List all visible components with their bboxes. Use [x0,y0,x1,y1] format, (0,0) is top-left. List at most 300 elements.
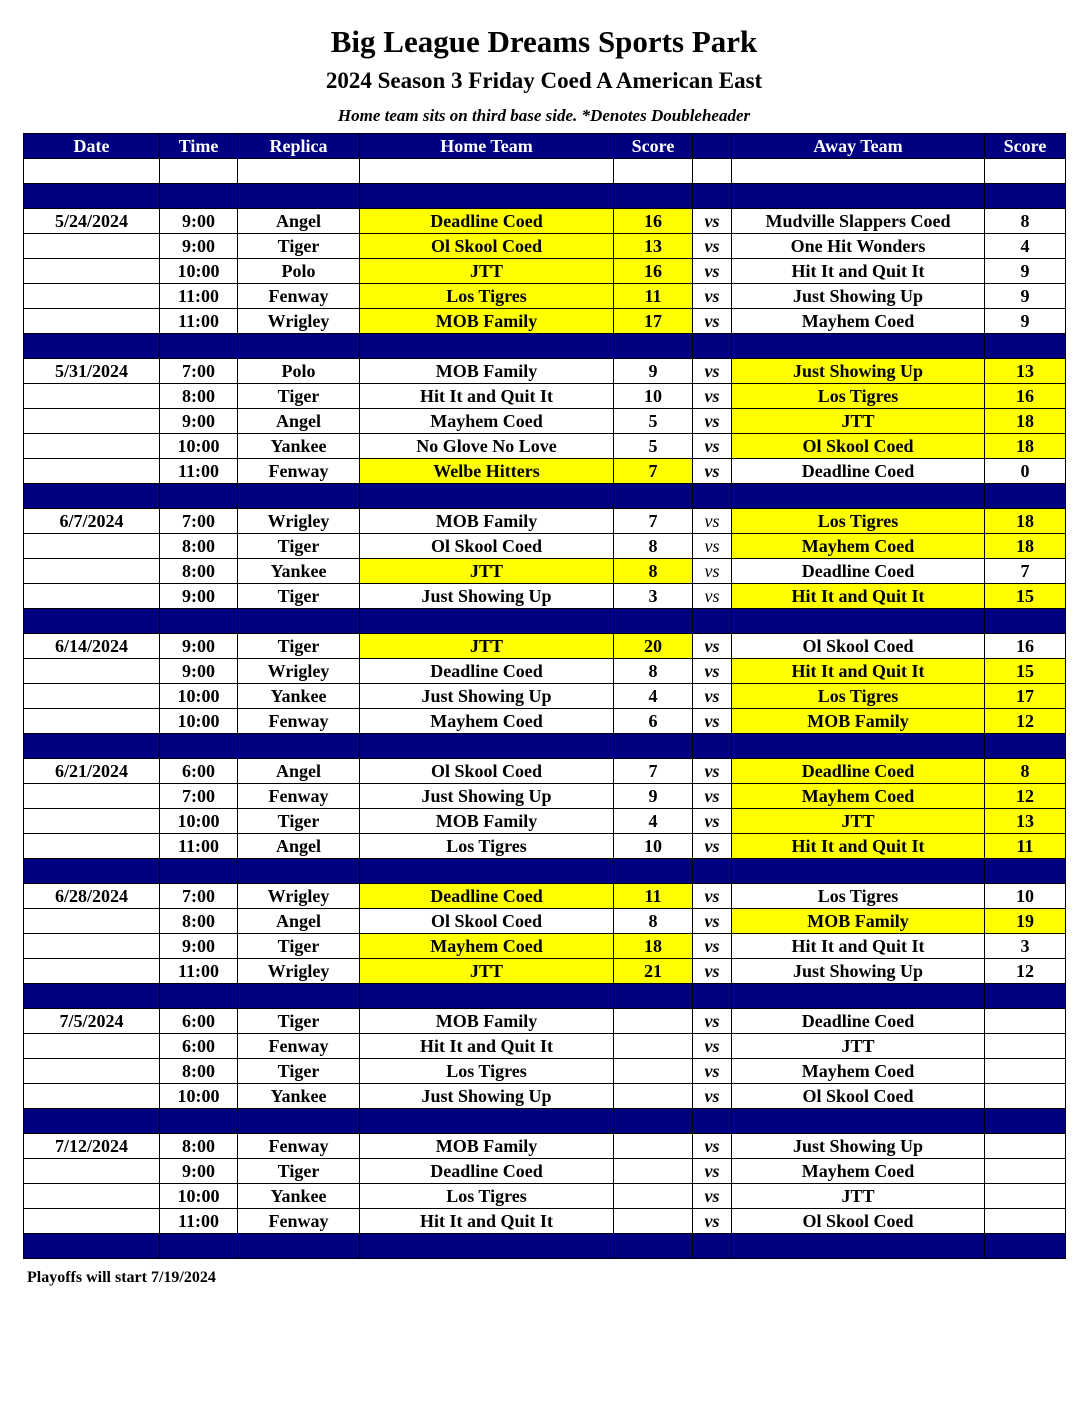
week-separator-cell [985,984,1066,1009]
game-field: Tiger [238,634,360,659]
week-separator-cell [238,984,360,1009]
game-time: 10:00 [160,809,238,834]
week-separator [24,859,1066,884]
game-time: 6:00 [160,759,238,784]
game-date [24,234,160,259]
week-separator [24,1109,1066,1134]
game-time: 8:00 [160,559,238,584]
game-date [24,409,160,434]
week-separator-cell [160,1234,238,1259]
game-date [24,784,160,809]
game-row [24,309,1066,334]
away-score: 18 [985,409,1066,434]
game-time: 7:00 [160,509,238,534]
week-separator-cell [614,859,693,884]
away-score [985,1159,1066,1184]
home-score [614,1159,693,1184]
home-score [614,1084,693,1109]
game-date: 6/14/2024 [24,634,160,659]
week-separator-cell [360,859,614,884]
vs-label: vs [693,884,732,909]
home-team: Mayhem Coed [360,409,614,434]
away-score: 13 [985,359,1066,384]
away-score: 11 [985,834,1066,859]
away-score: 18 [985,434,1066,459]
away-team: Ol Skool Coed [732,1084,985,1109]
blank-row-cell [614,159,693,184]
game-time: 11:00 [160,959,238,984]
column-header-date: Date [24,134,160,159]
game-row [24,559,1066,584]
column-header-vs [693,134,732,159]
home-team: Ol Skool Coed [360,909,614,934]
week-separator-cell [614,184,693,209]
week-separator [24,734,1066,759]
column-header-home-team: Home Team [360,134,614,159]
week-separator-cell [985,734,1066,759]
home-score: 13 [614,234,693,259]
home-team: Los Tigres [360,1059,614,1084]
away-score: 15 [985,584,1066,609]
game-field: Tiger [238,809,360,834]
home-team: MOB Family [360,1009,614,1034]
away-team: Los Tigres [732,384,985,409]
game-field: Fenway [238,1034,360,1059]
away-team: Mayhem Coed [732,1159,985,1184]
game-time: 10:00 [160,1184,238,1209]
away-score: 19 [985,909,1066,934]
week-separator-cell [360,609,614,634]
game-field: Tiger [238,384,360,409]
week-separator-cell [693,859,732,884]
week-separator-cell [693,609,732,634]
game-date [24,1209,160,1234]
vs-label: vs [693,584,732,609]
game-row [24,534,1066,559]
away-score [985,1009,1066,1034]
away-team: Just Showing Up [732,959,985,984]
away-score: 12 [985,784,1066,809]
home-score: 4 [614,684,693,709]
game-row [24,884,1066,909]
week-separator-cell [985,1109,1066,1134]
home-score: 5 [614,409,693,434]
game-row [24,459,1066,484]
home-team: Mayhem Coed [360,709,614,734]
home-team: Deadline Coed [360,209,614,234]
away-score: 17 [985,684,1066,709]
week-separator-cell [160,334,238,359]
home-score: 7 [614,509,693,534]
home-score: 11 [614,884,693,909]
vs-label: vs [693,659,732,684]
home-team: MOB Family [360,309,614,334]
vs-label: vs [693,434,732,459]
game-field: Tiger [238,234,360,259]
game-field: Polo [238,259,360,284]
game-time: 7:00 [160,884,238,909]
game-time: 10:00 [160,259,238,284]
week-separator-cell [24,1109,160,1134]
week-separator-cell [24,984,160,1009]
week-separator-cell [360,484,614,509]
away-team: Hit It and Quit It [732,934,985,959]
game-time: 8:00 [160,909,238,934]
home-team: Just Showing Up [360,584,614,609]
week-separator-cell [160,859,238,884]
game-row [24,659,1066,684]
vs-label: vs [693,1184,732,1209]
home-score [614,1059,693,1084]
blank-row-cell [238,159,360,184]
blank-row-cell [732,159,985,184]
game-time: 10:00 [160,684,238,709]
away-score: 9 [985,259,1066,284]
game-date [24,1059,160,1084]
game-row [24,809,1066,834]
game-field: Yankee [238,1184,360,1209]
game-time: 11:00 [160,834,238,859]
away-team: Ol Skool Coed [732,1209,985,1234]
game-date [24,934,160,959]
home-team: JTT [360,959,614,984]
week-separator-cell [732,609,985,634]
week-separator-cell [24,184,160,209]
game-row [24,634,1066,659]
game-row [24,1134,1066,1159]
home-team: Hit It and Quit It [360,1209,614,1234]
game-field: Tiger [238,1009,360,1034]
home-score: 8 [614,909,693,934]
vs-label: vs [693,809,732,834]
game-field: Fenway [238,1134,360,1159]
game-field: Tiger [238,584,360,609]
game-time: 9:00 [160,1159,238,1184]
playoffs-note: Playoffs will start 7/19/2024 [27,1269,216,1286]
home-team: Deadline Coed [360,884,614,909]
vs-label: vs [693,309,732,334]
home-team: Welbe Hitters [360,459,614,484]
column-header-time: Time [160,134,238,159]
game-field: Tiger [238,534,360,559]
week-separator-cell [160,609,238,634]
game-row [24,409,1066,434]
away-score: 9 [985,309,1066,334]
game-time: 9:00 [160,209,238,234]
week-separator-cell [732,1109,985,1134]
home-team: Deadline Coed [360,1159,614,1184]
game-row [24,1059,1066,1084]
vs-label: vs [693,1034,732,1059]
game-date [24,559,160,584]
game-field: Angel [238,909,360,934]
game-row [24,509,1066,534]
game-date [24,659,160,684]
vs-label: vs [693,959,732,984]
game-date: 5/31/2024 [24,359,160,384]
game-time: 8:00 [160,384,238,409]
week-separator [24,609,1066,634]
game-time: 10:00 [160,709,238,734]
away-score [985,1134,1066,1159]
home-team: Hit It and Quit It [360,384,614,409]
home-score: 10 [614,834,693,859]
away-score: 4 [985,234,1066,259]
game-field: Fenway [238,459,360,484]
game-date [24,284,160,309]
week-separator [24,1234,1066,1259]
home-team: Just Showing Up [360,784,614,809]
game-field: Angel [238,759,360,784]
game-row [24,909,1066,934]
game-row [24,1084,1066,1109]
away-score: 10 [985,884,1066,909]
week-separator-cell [238,734,360,759]
game-date: 6/28/2024 [24,884,160,909]
home-score: 6 [614,709,693,734]
game-field: Wrigley [238,959,360,984]
home-score: 9 [614,359,693,384]
away-score [985,1084,1066,1109]
week-separator-cell [360,984,614,1009]
home-score: 8 [614,534,693,559]
away-team: Mayhem Coed [732,784,985,809]
column-header-away-team: Away Team [732,134,985,159]
header-row [24,134,1066,159]
vs-label: vs [693,834,732,859]
home-score: 16 [614,209,693,234]
away-score: 18 [985,534,1066,559]
vs-label: vs [693,234,732,259]
home-score: 9 [614,784,693,809]
game-time: 11:00 [160,309,238,334]
game-row [24,784,1066,809]
home-team: MOB Family [360,359,614,384]
away-team: JTT [732,1184,985,1209]
week-separator-cell [985,1234,1066,1259]
game-row [24,1159,1066,1184]
home-team: JTT [360,634,614,659]
vs-label: vs [693,1159,732,1184]
home-team: MOB Family [360,809,614,834]
away-team: Deadline Coed [732,1009,985,1034]
page-subtitle: 2024 Season 3 Friday Coed A American East [325,68,763,93]
vs-label: vs [693,1084,732,1109]
away-team: Deadline Coed [732,459,985,484]
game-date [24,709,160,734]
home-team: Mayhem Coed [360,934,614,959]
away-score [985,1034,1066,1059]
week-separator-cell [238,184,360,209]
game-field: Wrigley [238,659,360,684]
game-field: Yankee [238,1084,360,1109]
game-time: 10:00 [160,434,238,459]
week-separator-cell [24,334,160,359]
home-score [614,1134,693,1159]
away-score: 15 [985,659,1066,684]
vs-label: vs [693,459,732,484]
away-team: Deadline Coed [732,559,985,584]
game-time: 8:00 [160,534,238,559]
vs-label: vs [693,684,732,709]
game-row [24,284,1066,309]
game-date [24,384,160,409]
away-team: Mudville Slappers Coed [732,209,985,234]
week-separator-cell [985,184,1066,209]
game-field: Angel [238,409,360,434]
away-score: 16 [985,634,1066,659]
week-separator-cell [732,984,985,1009]
game-date [24,809,160,834]
week-separator-cell [732,484,985,509]
game-date [24,534,160,559]
home-score: 8 [614,559,693,584]
week-separator-cell [693,984,732,1009]
week-separator-cell [238,484,360,509]
away-team: Just Showing Up [732,1134,985,1159]
home-score: 10 [614,384,693,409]
game-row [24,1009,1066,1034]
week-separator-cell [985,484,1066,509]
game-row [24,259,1066,284]
vs-label: vs [693,384,732,409]
week-separator [24,484,1066,509]
game-row [24,384,1066,409]
page-title: Big League Dreams Sports Park [330,24,758,59]
week-separator-cell [360,1109,614,1134]
game-field: Yankee [238,434,360,459]
game-field: Tiger [238,1159,360,1184]
away-team: MOB Family [732,909,985,934]
game-row [24,584,1066,609]
week-separator-cell [360,734,614,759]
game-field: Yankee [238,559,360,584]
game-row [24,684,1066,709]
game-date [24,584,160,609]
game-date [24,309,160,334]
vs-label: vs [693,759,732,784]
game-date [24,459,160,484]
week-separator-cell [614,734,693,759]
week-separator-cell [985,609,1066,634]
game-time: 9:00 [160,934,238,959]
home-score: 16 [614,259,693,284]
vs-label: vs [693,209,732,234]
away-team: Hit It and Quit It [732,584,985,609]
game-row [24,234,1066,259]
vs-label: vs [693,409,732,434]
vs-label: vs [693,634,732,659]
home-team: Los Tigres [360,1184,614,1209]
game-date: 7/12/2024 [24,1134,160,1159]
home-score: 18 [614,934,693,959]
week-separator-cell [614,1109,693,1134]
game-row [24,1209,1066,1234]
week-separator-cell [24,1234,160,1259]
away-score: 7 [985,559,1066,584]
game-field: Polo [238,359,360,384]
away-team: Deadline Coed [732,759,985,784]
game-field: Wrigley [238,309,360,334]
vs-label: vs [693,559,732,584]
home-team: MOB Family [360,1134,614,1159]
week-separator-cell [693,184,732,209]
home-score: 21 [614,959,693,984]
game-time: 8:00 [160,1134,238,1159]
home-team: Ol Skool Coed [360,534,614,559]
week-separator-cell [693,484,732,509]
week-separator-cell [732,334,985,359]
week-separator-cell [693,734,732,759]
week-separator [24,334,1066,359]
home-team: Los Tigres [360,834,614,859]
home-team: Just Showing Up [360,1084,614,1109]
vs-label: vs [693,259,732,284]
week-separator-cell [238,1234,360,1259]
away-team: Hit It and Quit It [732,659,985,684]
week-separator-cell [24,859,160,884]
vs-label: vs [693,784,732,809]
away-team: JTT [732,1034,985,1059]
week-separator-cell [693,1234,732,1259]
home-team: Ol Skool Coed [360,234,614,259]
game-date [24,434,160,459]
away-score: 0 [985,459,1066,484]
week-separator-cell [614,609,693,634]
home-team: Hit It and Quit It [360,1034,614,1059]
home-team: No Glove No Love [360,434,614,459]
home-score: 3 [614,584,693,609]
game-date: 6/7/2024 [24,509,160,534]
week-separator-cell [160,984,238,1009]
vs-label: vs [693,934,732,959]
week-separator-cell [693,1109,732,1134]
home-team: Ol Skool Coed [360,759,614,784]
away-team: Los Tigres [732,509,985,534]
away-team: Mayhem Coed [732,1059,985,1084]
game-field: Wrigley [238,509,360,534]
away-score: 9 [985,284,1066,309]
week-separator-cell [24,609,160,634]
game-time: 6:00 [160,1034,238,1059]
vs-label: vs [693,1134,732,1159]
game-time: 7:00 [160,784,238,809]
home-score [614,1184,693,1209]
week-separator-cell [160,184,238,209]
home-team: MOB Family [360,509,614,534]
blank-row-cell [360,159,614,184]
game-date [24,684,160,709]
game-date [24,1084,160,1109]
game-date: 6/21/2024 [24,759,160,784]
game-row [24,209,1066,234]
blank-row-cell [160,159,238,184]
game-field: Wrigley [238,884,360,909]
blank-row-cell [24,159,160,184]
game-row [24,959,1066,984]
away-team: Just Showing Up [732,284,985,309]
away-team: JTT [732,809,985,834]
home-score: 7 [614,759,693,784]
game-time: 11:00 [160,459,238,484]
week-separator-cell [24,734,160,759]
home-score: 8 [614,659,693,684]
away-score: 16 [985,384,1066,409]
game-time: 10:00 [160,1084,238,1109]
week-separator-cell [614,334,693,359]
game-field: Tiger [238,1059,360,1084]
away-team: Ol Skool Coed [732,634,985,659]
